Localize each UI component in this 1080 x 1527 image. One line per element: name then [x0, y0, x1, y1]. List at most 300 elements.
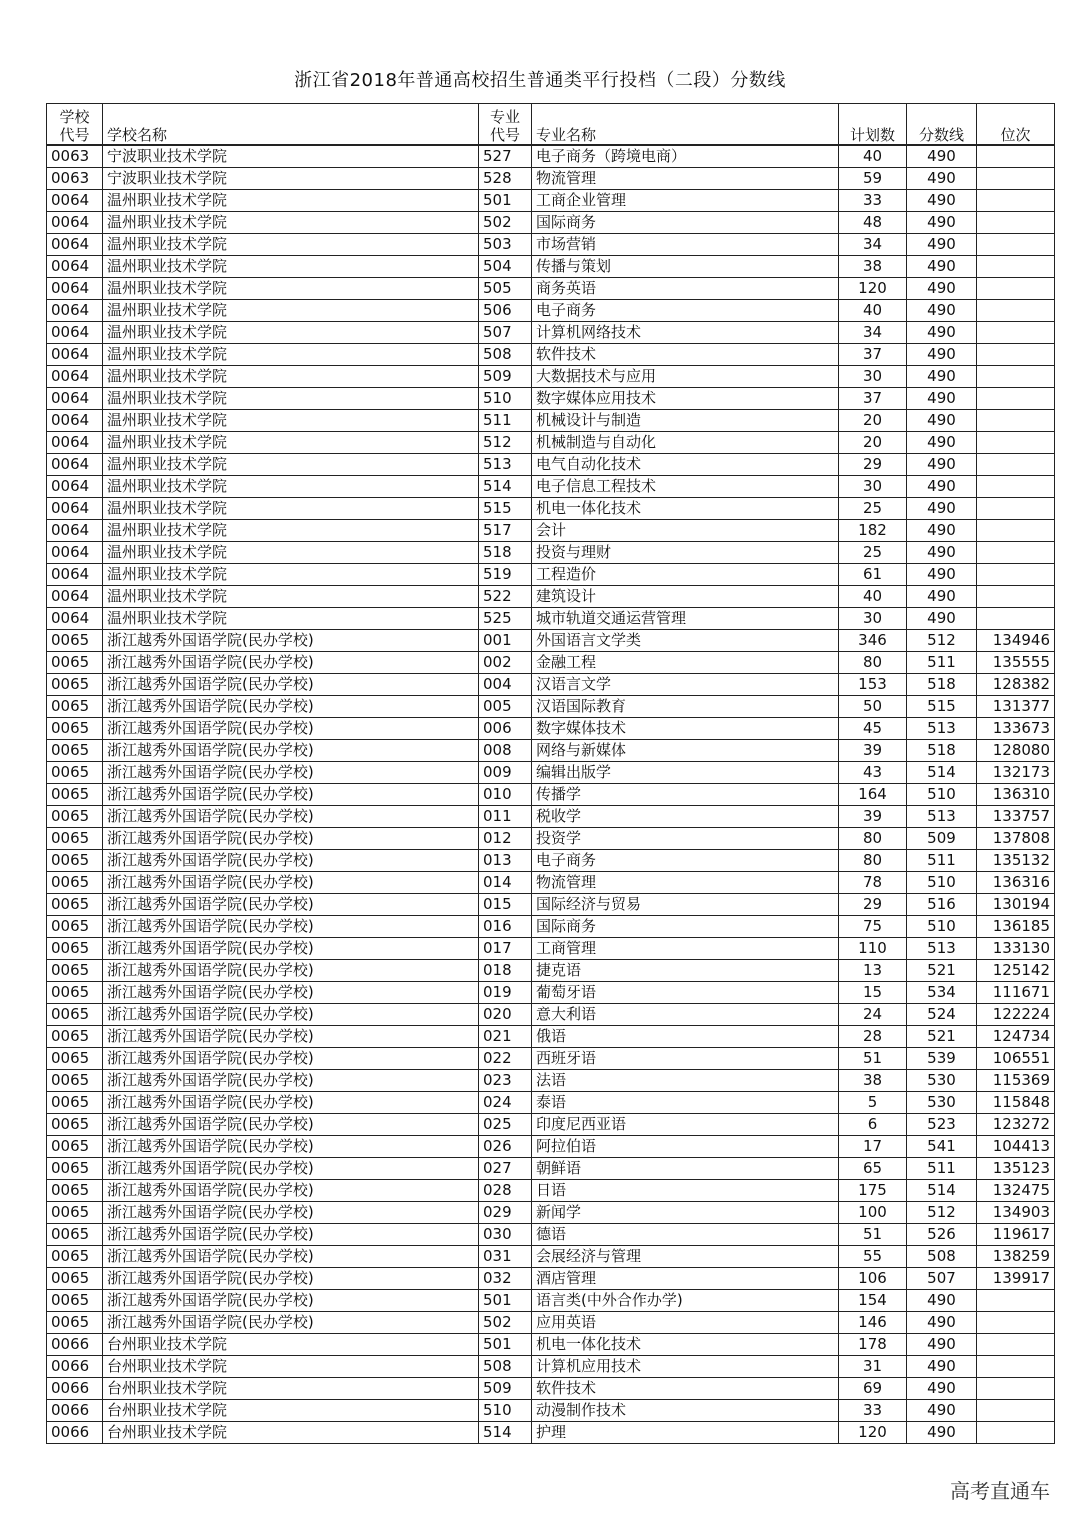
school-code-cell: 0065	[47, 784, 103, 806]
table-row	[47, 520, 1055, 542]
header-major-code-line2: 代号	[489, 126, 520, 144]
major-name-cell: 建筑设计	[532, 586, 839, 608]
major-code-cell: 514	[479, 476, 532, 498]
plan-cell: 178	[839, 1334, 907, 1356]
major-name-cell: 日语	[532, 1180, 839, 1202]
table-row	[47, 982, 1055, 1004]
table-row	[47, 410, 1055, 432]
score-table	[46, 103, 1055, 1444]
school-name-cell: 浙江越秀外国语学院(民办学校)	[103, 1004, 479, 1026]
plan-cell: 20	[839, 410, 907, 432]
rank-cell	[977, 256, 1055, 278]
rank-cell: 132173	[977, 762, 1055, 784]
rank-cell	[977, 432, 1055, 454]
table-row	[47, 718, 1055, 740]
major-code-cell: 528	[479, 168, 532, 190]
school-code-cell: 0065	[47, 740, 103, 762]
major-code-cell: 507	[479, 322, 532, 344]
score-cell: 490	[907, 168, 977, 190]
major-code-cell: 522	[479, 586, 532, 608]
plan-cell: 51	[839, 1048, 907, 1070]
score-cell: 490	[907, 1312, 977, 1334]
table-row	[47, 234, 1055, 256]
table-row	[47, 674, 1055, 696]
major-code-cell: 016	[479, 916, 532, 938]
plan-cell: 154	[839, 1290, 907, 1312]
rank-cell	[977, 608, 1055, 630]
major-code-cell: 503	[479, 234, 532, 256]
table-row	[47, 806, 1055, 828]
major-code-cell: 024	[479, 1092, 532, 1114]
major-code-cell: 009	[479, 762, 532, 784]
school-code-cell: 0065	[47, 1180, 103, 1202]
school-name-cell: 浙江越秀外国语学院(民办学校)	[103, 1136, 479, 1158]
school-name-cell: 浙江越秀外国语学院(民办学校)	[103, 960, 479, 982]
plan-cell: 61	[839, 564, 907, 586]
school-code-cell: 0065	[47, 1048, 103, 1070]
major-name-cell: 汉语言文学	[532, 674, 839, 696]
rank-cell: 136316	[977, 872, 1055, 894]
plan-cell: 30	[839, 608, 907, 630]
school-code-cell: 0065	[47, 1136, 103, 1158]
major-code-cell: 012	[479, 828, 532, 850]
major-code-cell: 030	[479, 1224, 532, 1246]
school-code-cell: 0065	[47, 1312, 103, 1334]
table-row	[47, 278, 1055, 300]
major-name-cell: 捷克语	[532, 960, 839, 982]
school-name-cell: 温州职业技术学院	[103, 498, 479, 520]
school-name-cell: 温州职业技术学院	[103, 564, 479, 586]
major-name-cell: 会计	[532, 520, 839, 542]
plan-cell: 106	[839, 1268, 907, 1290]
school-code-cell: 0065	[47, 1092, 103, 1114]
table-row	[47, 696, 1055, 718]
score-cell: 511	[907, 1158, 977, 1180]
rank-cell	[977, 278, 1055, 300]
rank-cell	[977, 564, 1055, 586]
rank-cell: 133673	[977, 718, 1055, 740]
table-row	[47, 1070, 1055, 1092]
score-cell: 490	[907, 145, 977, 168]
school-code-cell: 0064	[47, 608, 103, 630]
school-code-cell: 0065	[47, 938, 103, 960]
plan-cell: 31	[839, 1356, 907, 1378]
header-major-name: 专业名称	[532, 104, 839, 146]
plan-cell: 45	[839, 718, 907, 740]
rank-cell: 135132	[977, 850, 1055, 872]
major-code-cell: 015	[479, 894, 532, 916]
major-name-cell: 机电一体化技术	[532, 498, 839, 520]
major-code-cell: 518	[479, 542, 532, 564]
major-name-cell: 金融工程	[532, 652, 839, 674]
major-name-cell: 应用英语	[532, 1312, 839, 1334]
score-cell: 515	[907, 696, 977, 718]
score-cell: 490	[907, 256, 977, 278]
rank-cell	[977, 1312, 1055, 1334]
major-code-cell: 510	[479, 1400, 532, 1422]
score-cell: 508	[907, 1246, 977, 1268]
major-name-cell: 工商企业管理	[532, 190, 839, 212]
school-code-cell: 0065	[47, 652, 103, 674]
header-score: 分数线	[907, 104, 977, 146]
rank-cell	[977, 542, 1055, 564]
rank-cell	[977, 366, 1055, 388]
school-name-cell: 温州职业技术学院	[103, 300, 479, 322]
header-rank: 位次	[977, 104, 1055, 146]
school-name-cell: 浙江越秀外国语学院(民办学校)	[103, 696, 479, 718]
school-name-cell: 温州职业技术学院	[103, 190, 479, 212]
school-code-cell: 0065	[47, 1246, 103, 1268]
major-name-cell: 葡萄牙语	[532, 982, 839, 1004]
table-row	[47, 454, 1055, 476]
major-code-cell: 028	[479, 1180, 532, 1202]
score-cell: 513	[907, 938, 977, 960]
table-row	[47, 740, 1055, 762]
score-cell: 490	[907, 454, 977, 476]
school-name-cell: 宁波职业技术学院	[103, 168, 479, 190]
rank-cell	[977, 454, 1055, 476]
major-name-cell: 电子信息工程技术	[532, 476, 839, 498]
major-code-cell: 014	[479, 872, 532, 894]
school-name-cell: 浙江越秀外国语学院(民办学校)	[103, 850, 479, 872]
school-name-cell: 浙江越秀外国语学院(民办学校)	[103, 894, 479, 916]
major-name-cell: 工程造价	[532, 564, 839, 586]
major-code-cell: 509	[479, 1378, 532, 1400]
page-title: 浙江省2018年普通高校招生普通类平行投档（二段）分数线	[294, 70, 786, 91]
major-name-cell: 数字媒体技术	[532, 718, 839, 740]
table-row	[47, 1114, 1055, 1136]
school-code-cell: 0064	[47, 432, 103, 454]
table-row	[47, 916, 1055, 938]
plan-cell: 38	[839, 1070, 907, 1092]
table-row	[47, 1048, 1055, 1070]
major-code-cell: 525	[479, 608, 532, 630]
school-name-cell: 浙江越秀外国语学院(民办学校)	[103, 740, 479, 762]
school-name-cell: 台州职业技术学院	[103, 1400, 479, 1422]
score-cell: 490	[907, 366, 977, 388]
score-cell: 490	[907, 234, 977, 256]
header-school-code	[47, 104, 103, 146]
school-code-cell: 0065	[47, 872, 103, 894]
table-row	[47, 1422, 1055, 1444]
rank-cell	[977, 1334, 1055, 1356]
plan-cell: 153	[839, 674, 907, 696]
plan-cell: 28	[839, 1026, 907, 1048]
rank-cell	[977, 344, 1055, 366]
major-code-cell: 506	[479, 300, 532, 322]
plan-cell: 65	[839, 1158, 907, 1180]
school-code-cell: 0064	[47, 278, 103, 300]
plan-cell: 80	[839, 652, 907, 674]
major-name-cell: 护理	[532, 1422, 839, 1444]
table-header-row	[47, 104, 1055, 146]
rank-cell	[977, 1290, 1055, 1312]
plan-cell: 175	[839, 1180, 907, 1202]
school-name-cell: 浙江越秀外国语学院(民办学校)	[103, 806, 479, 828]
rank-cell: 135123	[977, 1158, 1055, 1180]
major-code-cell: 023	[479, 1070, 532, 1092]
major-code-cell: 013	[479, 850, 532, 872]
rank-cell: 133757	[977, 806, 1055, 828]
major-name-cell: 阿拉伯语	[532, 1136, 839, 1158]
score-cell: 539	[907, 1048, 977, 1070]
major-name-cell: 新闻学	[532, 1202, 839, 1224]
school-code-cell: 0064	[47, 212, 103, 234]
rank-cell	[977, 212, 1055, 234]
school-code-cell: 0065	[47, 1158, 103, 1180]
table-row	[47, 1180, 1055, 1202]
school-name-cell: 浙江越秀外国语学院(民办学校)	[103, 828, 479, 850]
major-code-cell: 002	[479, 652, 532, 674]
school-name-cell: 台州职业技术学院	[103, 1356, 479, 1378]
school-name-cell: 温州职业技术学院	[103, 432, 479, 454]
table-row	[47, 586, 1055, 608]
table-row	[47, 960, 1055, 982]
plan-cell: 164	[839, 784, 907, 806]
rank-cell: 106551	[977, 1048, 1055, 1070]
major-code-cell: 505	[479, 278, 532, 300]
table-row	[47, 145, 1055, 168]
school-code-cell: 0064	[47, 190, 103, 212]
major-name-cell: 西班牙语	[532, 1048, 839, 1070]
rank-cell: 139917	[977, 1268, 1055, 1290]
rank-cell: 131377	[977, 696, 1055, 718]
school-name-cell: 浙江越秀外国语学院(民办学校)	[103, 1224, 479, 1246]
plan-cell: 15	[839, 982, 907, 1004]
rank-cell	[977, 520, 1055, 542]
plan-cell: 30	[839, 476, 907, 498]
plan-cell: 34	[839, 322, 907, 344]
score-cell: 490	[907, 322, 977, 344]
school-name-cell: 温州职业技术学院	[103, 234, 479, 256]
rank-cell: 125142	[977, 960, 1055, 982]
table-row	[47, 608, 1055, 630]
major-name-cell: 电气自动化技术	[532, 454, 839, 476]
school-name-cell: 浙江越秀外国语学院(民办学校)	[103, 1114, 479, 1136]
school-code-cell: 0065	[47, 1290, 103, 1312]
table-row	[47, 850, 1055, 872]
table-row	[47, 1158, 1055, 1180]
major-name-cell: 朝鲜语	[532, 1158, 839, 1180]
plan-cell: 75	[839, 916, 907, 938]
table-row	[47, 652, 1055, 674]
plan-cell: 39	[839, 806, 907, 828]
score-cell: 490	[907, 1400, 977, 1422]
major-name-cell: 投资学	[532, 828, 839, 850]
table-row	[47, 300, 1055, 322]
rank-cell	[977, 1422, 1055, 1444]
major-code-cell: 501	[479, 190, 532, 212]
major-code-cell: 508	[479, 344, 532, 366]
major-code-cell: 501	[479, 1290, 532, 1312]
major-code-cell: 510	[479, 388, 532, 410]
major-code-cell: 004	[479, 674, 532, 696]
rank-cell	[977, 300, 1055, 322]
school-name-cell: 台州职业技术学院	[103, 1422, 479, 1444]
score-cell: 514	[907, 1180, 977, 1202]
table-row	[47, 1202, 1055, 1224]
rank-cell: 134946	[977, 630, 1055, 652]
score-cell: 512	[907, 1202, 977, 1224]
school-code-cell: 0064	[47, 542, 103, 564]
plan-cell: 43	[839, 762, 907, 784]
rank-cell	[977, 190, 1055, 212]
school-name-cell: 温州职业技术学院	[103, 256, 479, 278]
school-code-cell: 0066	[47, 1422, 103, 1444]
major-name-cell: 市场营销	[532, 234, 839, 256]
rank-cell: 123272	[977, 1114, 1055, 1136]
major-code-cell: 515	[479, 498, 532, 520]
table-row	[47, 1136, 1055, 1158]
major-code-cell: 504	[479, 256, 532, 278]
school-code-cell: 0066	[47, 1334, 103, 1356]
major-code-cell: 032	[479, 1268, 532, 1290]
table-row	[47, 1378, 1055, 1400]
major-code-cell: 019	[479, 982, 532, 1004]
major-name-cell: 软件技术	[532, 344, 839, 366]
school-name-cell: 浙江越秀外国语学院(民办学校)	[103, 1180, 479, 1202]
table-row	[47, 894, 1055, 916]
major-name-cell: 机械设计与制造	[532, 410, 839, 432]
rank-cell: 122224	[977, 1004, 1055, 1026]
major-code-cell: 006	[479, 718, 532, 740]
rank-cell: 134903	[977, 1202, 1055, 1224]
school-code-cell: 0065	[47, 696, 103, 718]
score-cell: 509	[907, 828, 977, 850]
plan-cell: 120	[839, 278, 907, 300]
school-code-cell: 0064	[47, 322, 103, 344]
school-name-cell: 温州职业技术学院	[103, 608, 479, 630]
header-school-name: 学校名称	[103, 104, 479, 146]
plan-cell: 37	[839, 344, 907, 366]
school-code-cell: 0065	[47, 960, 103, 982]
major-code-cell: 519	[479, 564, 532, 586]
major-code-cell: 027	[479, 1158, 532, 1180]
table-row	[47, 1334, 1055, 1356]
rank-cell	[977, 410, 1055, 432]
plan-cell: 29	[839, 454, 907, 476]
school-code-cell: 0064	[47, 410, 103, 432]
rank-cell: 136185	[977, 916, 1055, 938]
plan-cell: 6	[839, 1114, 907, 1136]
school-name-cell: 温州职业技术学院	[103, 322, 479, 344]
major-code-cell: 018	[479, 960, 532, 982]
school-name-cell: 浙江越秀外国语学院(民办学校)	[103, 1092, 479, 1114]
score-cell: 490	[907, 476, 977, 498]
school-code-cell: 0065	[47, 674, 103, 696]
score-cell: 490	[907, 1334, 977, 1356]
score-cell: 510	[907, 916, 977, 938]
plan-cell: 13	[839, 960, 907, 982]
plan-cell: 29	[839, 894, 907, 916]
school-code-cell: 0065	[47, 1202, 103, 1224]
school-name-cell: 浙江越秀外国语学院(民办学校)	[103, 784, 479, 806]
major-name-cell: 外国语言文学类	[532, 630, 839, 652]
major-name-cell: 网络与新媒体	[532, 740, 839, 762]
plan-cell: 50	[839, 696, 907, 718]
score-cell: 490	[907, 1356, 977, 1378]
school-code-cell: 0065	[47, 1268, 103, 1290]
rank-cell	[977, 168, 1055, 190]
school-name-cell: 浙江越秀外国语学院(民办学校)	[103, 872, 479, 894]
school-name-cell: 温州职业技术学院	[103, 520, 479, 542]
major-code-cell: 511	[479, 410, 532, 432]
school-name-cell: 温州职业技术学院	[103, 278, 479, 300]
rank-cell: 115848	[977, 1092, 1055, 1114]
rank-cell: 119617	[977, 1224, 1055, 1246]
plan-cell: 110	[839, 938, 907, 960]
table-row	[47, 872, 1055, 894]
school-name-cell: 宁波职业技术学院	[103, 145, 479, 168]
table-row	[47, 256, 1055, 278]
score-cell: 490	[907, 388, 977, 410]
table-row	[47, 564, 1055, 586]
rank-cell: 128080	[977, 740, 1055, 762]
table-row	[47, 938, 1055, 960]
school-name-cell: 浙江越秀外国语学院(民办学校)	[103, 674, 479, 696]
score-cell: 524	[907, 1004, 977, 1026]
school-name-cell: 浙江越秀外国语学院(民办学校)	[103, 1290, 479, 1312]
table-row	[47, 828, 1055, 850]
table-row	[47, 1004, 1055, 1026]
table-row	[47, 542, 1055, 564]
major-code-cell: 031	[479, 1246, 532, 1268]
table-row	[47, 344, 1055, 366]
school-name-cell: 浙江越秀外国语学院(民办学校)	[103, 762, 479, 784]
plan-cell: 39	[839, 740, 907, 762]
major-code-cell: 029	[479, 1202, 532, 1224]
score-cell: 490	[907, 432, 977, 454]
plan-cell: 5	[839, 1092, 907, 1114]
major-code-cell: 509	[479, 366, 532, 388]
rank-cell: 104413	[977, 1136, 1055, 1158]
major-code-cell: 017	[479, 938, 532, 960]
rank-cell	[977, 322, 1055, 344]
plan-cell: 38	[839, 256, 907, 278]
score-cell: 490	[907, 212, 977, 234]
school-name-cell: 温州职业技术学院	[103, 388, 479, 410]
table-row	[47, 168, 1055, 190]
score-cell: 490	[907, 520, 977, 542]
rank-cell: 128382	[977, 674, 1055, 696]
major-name-cell: 物流管理	[532, 872, 839, 894]
watermark-text: 高考直通车	[950, 1479, 1050, 1503]
score-cell: 490	[907, 608, 977, 630]
score-cell: 490	[907, 278, 977, 300]
rank-cell: 111671	[977, 982, 1055, 1004]
table-row	[47, 1312, 1055, 1334]
score-cell: 523	[907, 1114, 977, 1136]
plan-cell: 100	[839, 1202, 907, 1224]
school-name-cell: 浙江越秀外国语学院(民办学校)	[103, 916, 479, 938]
major-code-cell: 502	[479, 212, 532, 234]
score-cell: 510	[907, 784, 977, 806]
school-name-cell: 浙江越秀外国语学院(民办学校)	[103, 1070, 479, 1092]
score-cell: 513	[907, 806, 977, 828]
major-code-cell: 501	[479, 1334, 532, 1356]
major-name-cell: 物流管理	[532, 168, 839, 190]
header-school-code-line1: 学校	[59, 108, 90, 126]
rank-cell	[977, 1400, 1055, 1422]
school-name-cell: 浙江越秀外国语学院(民办学校)	[103, 1268, 479, 1290]
plan-cell: 55	[839, 1246, 907, 1268]
school-code-cell: 0065	[47, 1224, 103, 1246]
rank-cell: 136310	[977, 784, 1055, 806]
rank-cell	[977, 498, 1055, 520]
major-name-cell: 传播学	[532, 784, 839, 806]
school-code-cell: 0064	[47, 564, 103, 586]
plan-cell: 25	[839, 542, 907, 564]
